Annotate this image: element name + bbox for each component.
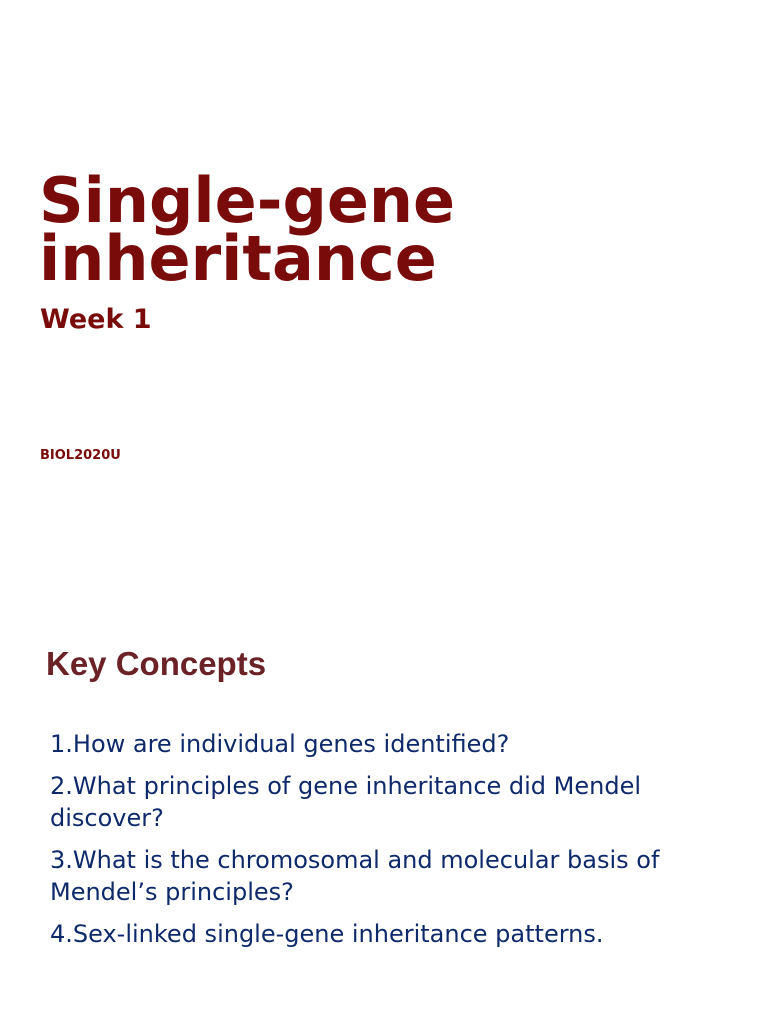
key-concepts-list [50, 728, 690, 960]
key-concepts-slide [0, 512, 768, 1024]
key-concept-item: 2.What principles of gene inheritance did Mendel discover? [50, 772, 642, 832]
slide-subtitle: Week 1 [40, 304, 152, 335]
key-concept-item: 1.How are individual genes identified? [50, 730, 510, 758]
key-concept-item: 4.Sex-linked single-gene inheritance patterns. [50, 920, 604, 948]
key-concepts-heading: Key Concepts [46, 645, 267, 682]
slide-title: Single-gene inheritance [39, 164, 456, 295]
key-concept-item: 3.What is the chromosomal and molecular basis of Mendel’s principles? [50, 846, 660, 906]
course-code: BIOL2020U [40, 448, 121, 463]
